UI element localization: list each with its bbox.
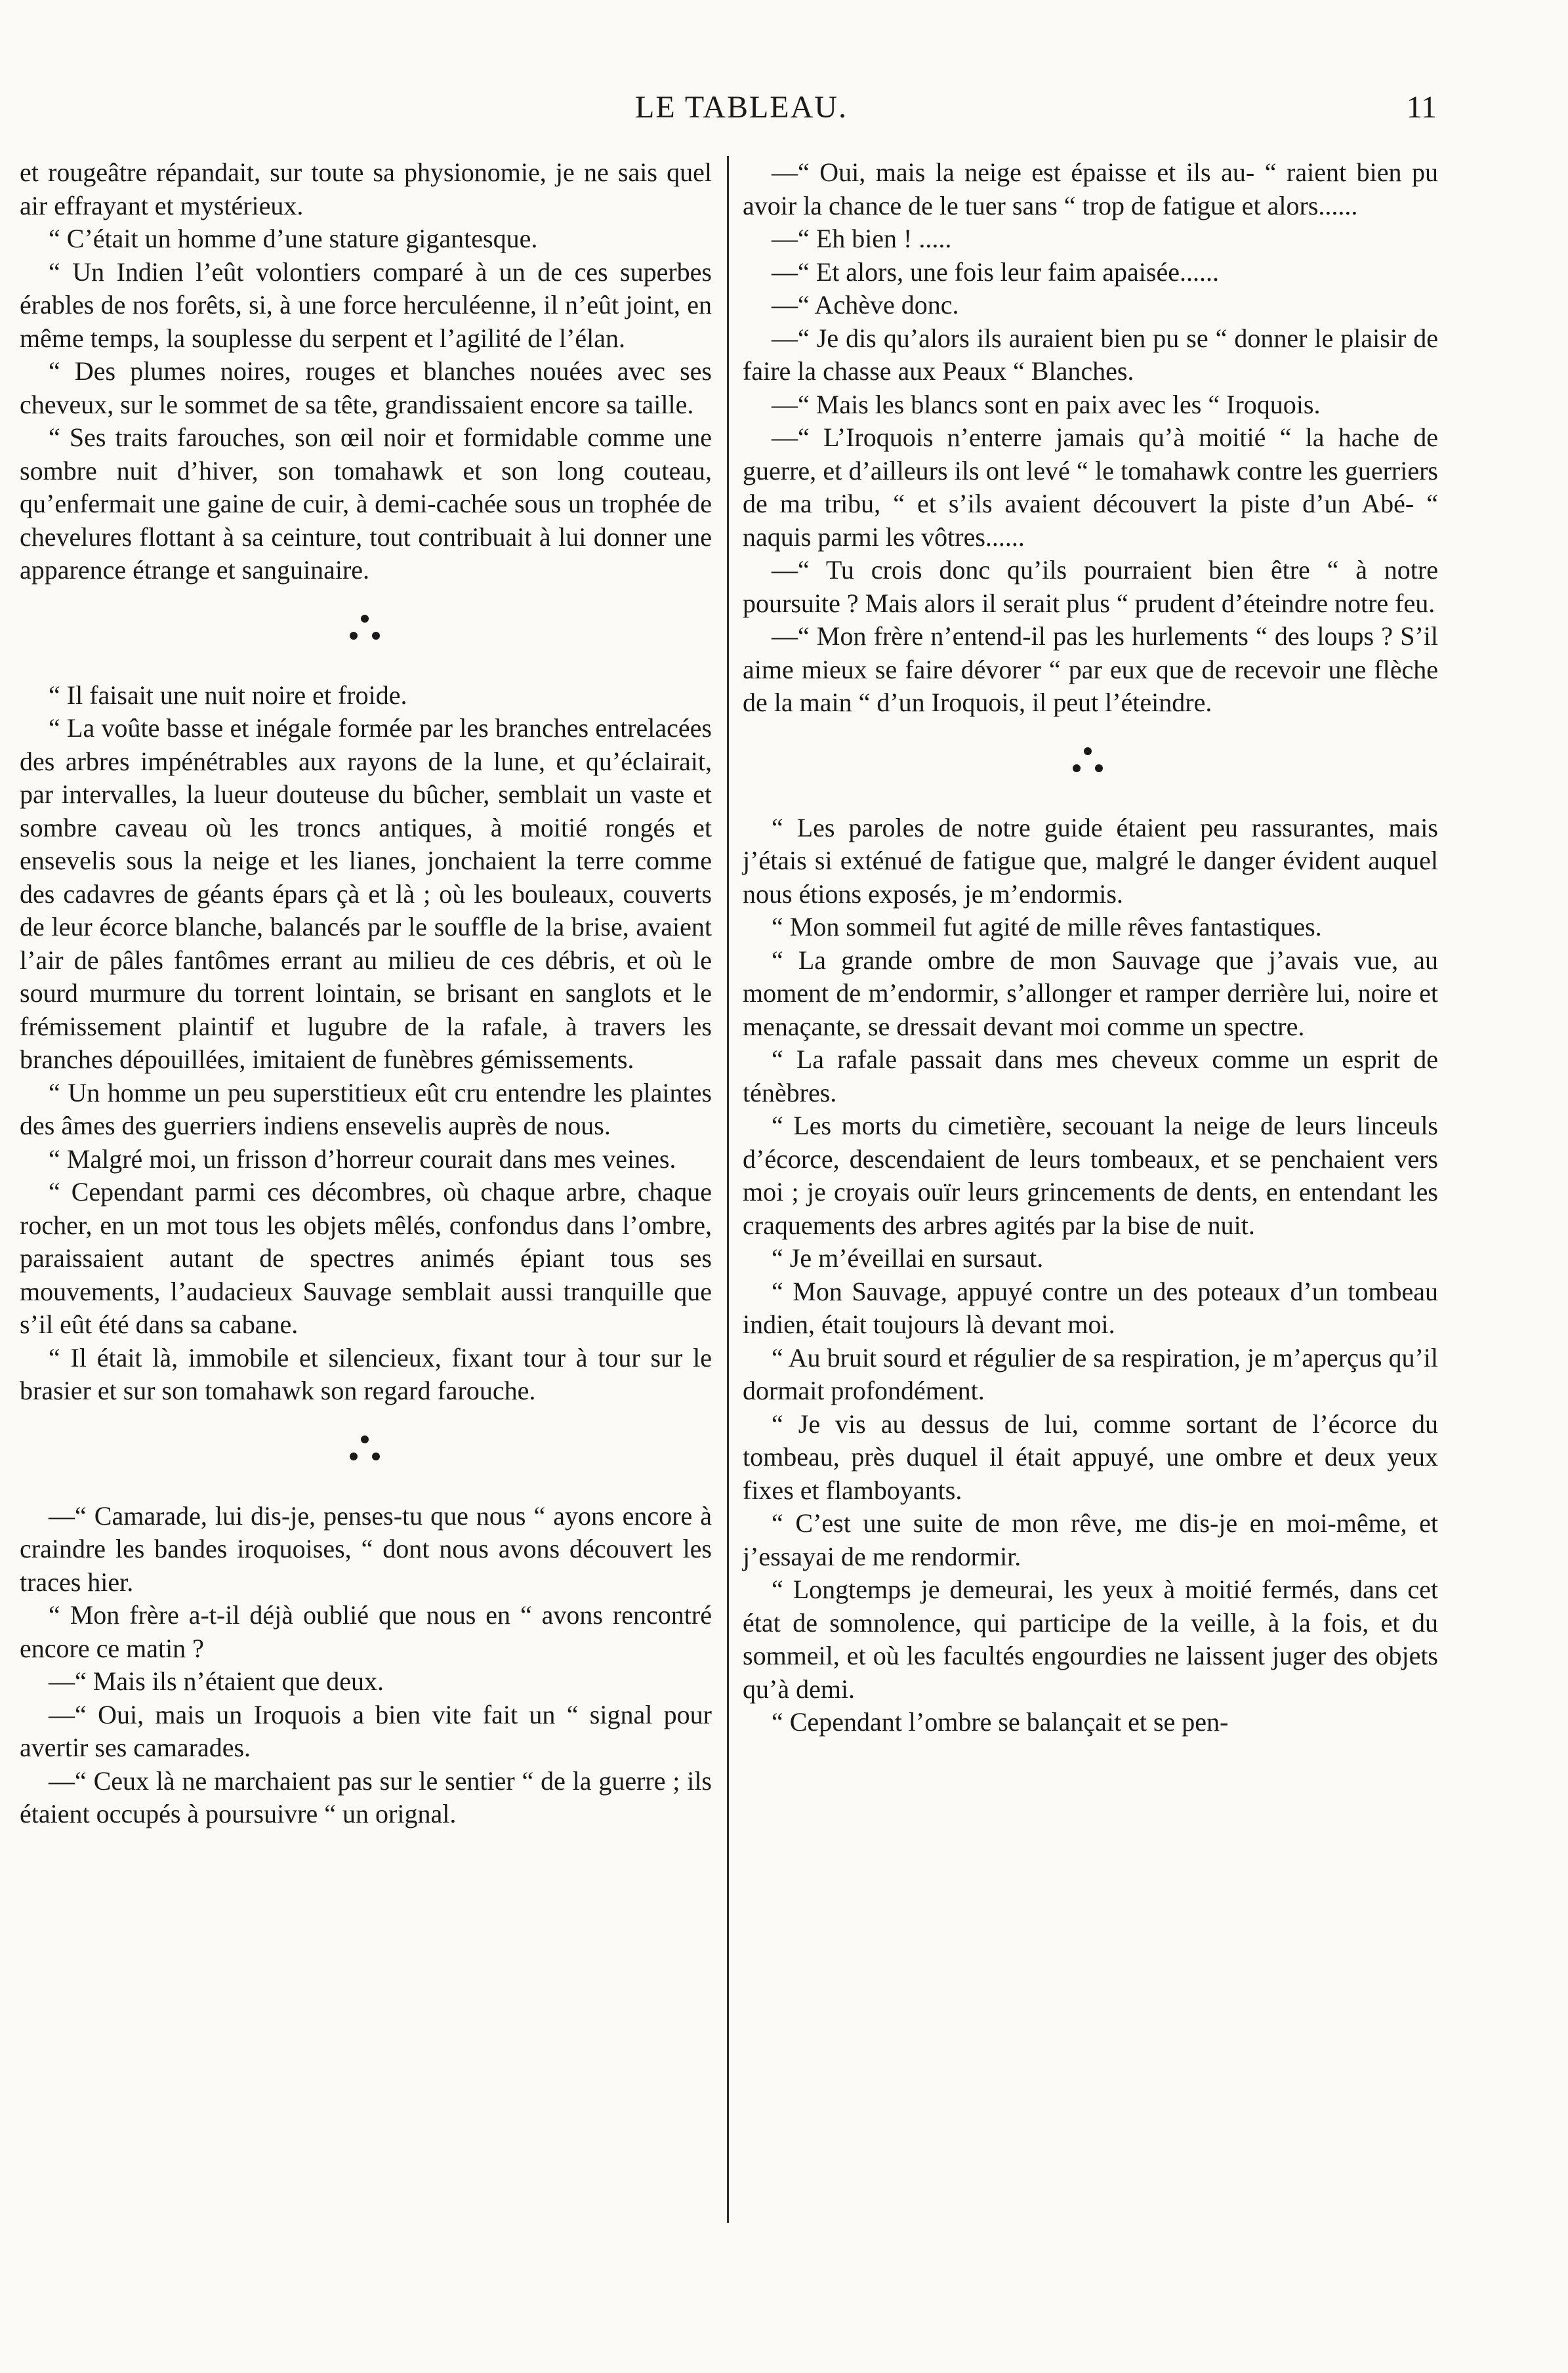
paragraph: —“ Je dis qu’alors ils auraient bien pu se “ donner le plaisir de faire la chasse aux Peaux “ Blanches. (743, 323, 1438, 386)
paragraph: “ Les morts du cimetière, secouant la neige de leurs linceuls d’écorce, descendaient de leurs tombeaux, et se penchaient vers moi ; je croyais ouïr leurs grincements de dents, en entendant les craquements des arbres agités par la bise de nuit. (743, 1111, 1438, 1240)
section-separator (20, 1414, 712, 1493)
paragraph: “ La voûte basse et inégale formée par les branches entrelacées des arbres impénétrables aux rayons de la lune, et qu’éclairait, par intervalles, la lueur douteuse du bûcher, semblait un vaste et sombre caveau où les troncs antiques, à moitié rongés et ensevelis sous la neige et les lianes, jonchaient la terre comme des cadavres de géants épars çà et là ; où les bouleaux, couverts de leur écorce blanche, balancés par le souffle de la brise, avaient l’air de pâles fantômes errant au milieu de ces débris, et où le sourd murmure du torrent lointain, se brisant en sanglots et le frémissement plaintif et lugubre de la rafale, à travers les branches dépouillées, imitaient de funèbres gémissements. (20, 713, 712, 1074)
paragraph: —“ Achève donc. (772, 290, 959, 320)
paragraph: “ Je m’éveillai en sursaut. (772, 1243, 1044, 1273)
separator-dot (372, 1453, 380, 1460)
paragraph: “ Je vis au dessus de lui, comme sortant de l’écorce du tombeau, près duquel il était appuyé, une ombre et deux yeux fixes et flamboyants. (743, 1409, 1438, 1505)
left-column (20, 156, 712, 1831)
paragraph: “ C’est une suite de mon rêve, me dis-je en moi-même, et j’essayai de me rendormir. (743, 1508, 1438, 1571)
paragraph: —“ Et alors, une fois leur faim apaisée...... (772, 257, 1219, 287)
page-header (0, 84, 1568, 130)
paragraph: “ Il était là, immobile et silencieux, fixant tour à tour sur le brasier et sur son tomahawk son regard farouche. (20, 1342, 712, 1405)
paragraph: —“ Camarade, lui dis-je, penses-tu que nous “ ayons encore à craindre les bandes iroquoises, “ dont nous avons découvert les traces hier. (20, 1500, 712, 1597)
paragraph: —“ Ceux là ne marchaient pas sur le sentier “ de la guerre ; ils étaient occupés à poursuivre “ un orignal. (20, 1765, 712, 1828)
separator-dot (1084, 747, 1092, 755)
paragraph: “ Mon frère a-t-il déjà oublié que nous en “ avons rencontré encore ce matin ? (20, 1600, 712, 1663)
page-number: 11 (1406, 90, 1437, 125)
paragraph: —“ Mais les blancs sont en paix avec les “ Iroquois. (772, 389, 1321, 419)
paragraph: “ Longtemps je demeurai, les yeux à moitié fermés, dans cet état de somnolence, qui participe de la veille, à la fois, et du sommeil, et où les facultés engourdies ne laissent juger des objets qu’à demi. (743, 1575, 1438, 1704)
section-separator (743, 726, 1438, 805)
paragraph: “ Un Indien l’eût volontiers comparé à un de ces superbes érables de nos forêts, si, à une force herculéenne, il n’eût joint, en même temps, la souplesse du serpent et l’agilité de l’élan. (20, 257, 712, 353)
paragraph: —“ L’Iroquois n’enterre jamais qu’à moitié “ la hache de guerre, et d’ailleurs ils ont levé “ le tomahawk contre les guerriers de ma tribu, “ et s’ils avaient découvert la piste d’un Abé- “ naquis parmi les vôtres...... (743, 423, 1438, 552)
separator-dot (372, 632, 380, 640)
paragraph: “ Malgré moi, un frisson d’horreur courait dans mes veines. (49, 1144, 676, 1174)
separator-dot (361, 615, 369, 623)
paragraph: “ Cependant l’ombre se balançait et se pen- (772, 1707, 1229, 1737)
separator-dot (361, 1435, 369, 1443)
column-divider (727, 156, 729, 2223)
running-title: LE TABLEAU. (635, 90, 848, 125)
separator-dot (1095, 764, 1103, 772)
paragraph: “ C’était un homme d’une stature gigantesque. (49, 224, 538, 253)
paragraph: —“ Eh bien ! ..... (772, 224, 952, 253)
paragraph: “ La rafale passait dans mes cheveux comme un esprit de ténèbres. (743, 1044, 1438, 1107)
paragraph: “ Des plumes noires, rouges et blanches nouées avec ses cheveux, sur le sommet de sa tête, grandissaient encore sa taille. (20, 356, 712, 419)
paragraph: “ Ses traits farouches, son œil noir et formidable comme une sombre nuit d’hiver, son tomahawk et son long couteau, qu’enfermait une gaine de cuir, à demi-cachée sous un trophée de chevelures flottant à sa ceinture, tout contribuait à lui donner une apparence étrange et sanguinaire. (20, 423, 712, 585)
paragraph: —“ Tu crois donc qu’ils pourraient bien être “ à notre poursuite ? Mais alors il serait plus “ prudent d’éteindre notre feu. (743, 555, 1438, 618)
paragraph: —“ Mon frère n’entend-il pas les hurlements “ des loups ? S’il aime mieux se faire dévorer “ par eux que de recevoir une flèche de la main “ d’un Iroquois, il peut l’éteindre. (743, 621, 1438, 717)
paragraph: “ Il faisait une nuit noire et froide. (49, 680, 407, 710)
right-column (743, 156, 1438, 1739)
separator-dot (350, 1453, 358, 1460)
paragraph: —“ Mais ils n’étaient que deux. (49, 1666, 384, 1696)
paragraph: “ Mon Sauvage, appuyé contre un des poteaux d’un tombeau indien, était toujours là devant moi. (743, 1276, 1438, 1339)
paragraph: “ Au bruit sourd et régulier de sa respiration, je m’aperçus qu’il dormait profondément. (743, 1342, 1438, 1405)
paragraph: et rougeâtre répandait, sur toute sa physionomie, je ne sais quel air effrayant et mystérieux. (20, 157, 712, 220)
section-separator (20, 594, 712, 672)
paragraph: —“ Oui, mais un Iroquois a bien vite fait un “ signal pour avertir ses camarades. (20, 1699, 712, 1762)
paragraph: “ Les paroles de notre guide étaient peu rassurantes, mais j’étais si exténué de fatigue que, malgré le danger évident auquel nous étions exposés, je m’endormis. (743, 812, 1438, 909)
paragraph: “ Mon sommeil fut agité de mille rêves fantastiques. (772, 912, 1322, 941)
paragraph: “ Un homme un peu superstitieux eût cru entendre les plaintes des âmes des guerriers indiens ensevelis auprès de nous. (20, 1077, 712, 1140)
separator-dot (1073, 764, 1081, 772)
paragraph: “ Cependant parmi ces décombres, où chaque arbre, chaque rocher, en un mot tous les objets mêlés, confondus dans l’ombre, paraissaient autant de spectres animés épiant tous ses mouvements, l’audacieux Sauvage semblait aussi tranquille que s’il eût été dans sa cabane. (20, 1177, 712, 1339)
paragraph: —“ Oui, mais la neige est épaisse et ils au- “ raient bien pu avoir la chance de le tuer sans “ trop de fatigue et alors...... (743, 157, 1438, 220)
paragraph: “ La grande ombre de mon Sauvage que j’avais vue, au moment de m’endormir, s’allonger et ramper derrière lui, noire et menaçante, se dressait devant moi comme un spectre. (743, 945, 1438, 1041)
separator-dot (350, 632, 358, 640)
